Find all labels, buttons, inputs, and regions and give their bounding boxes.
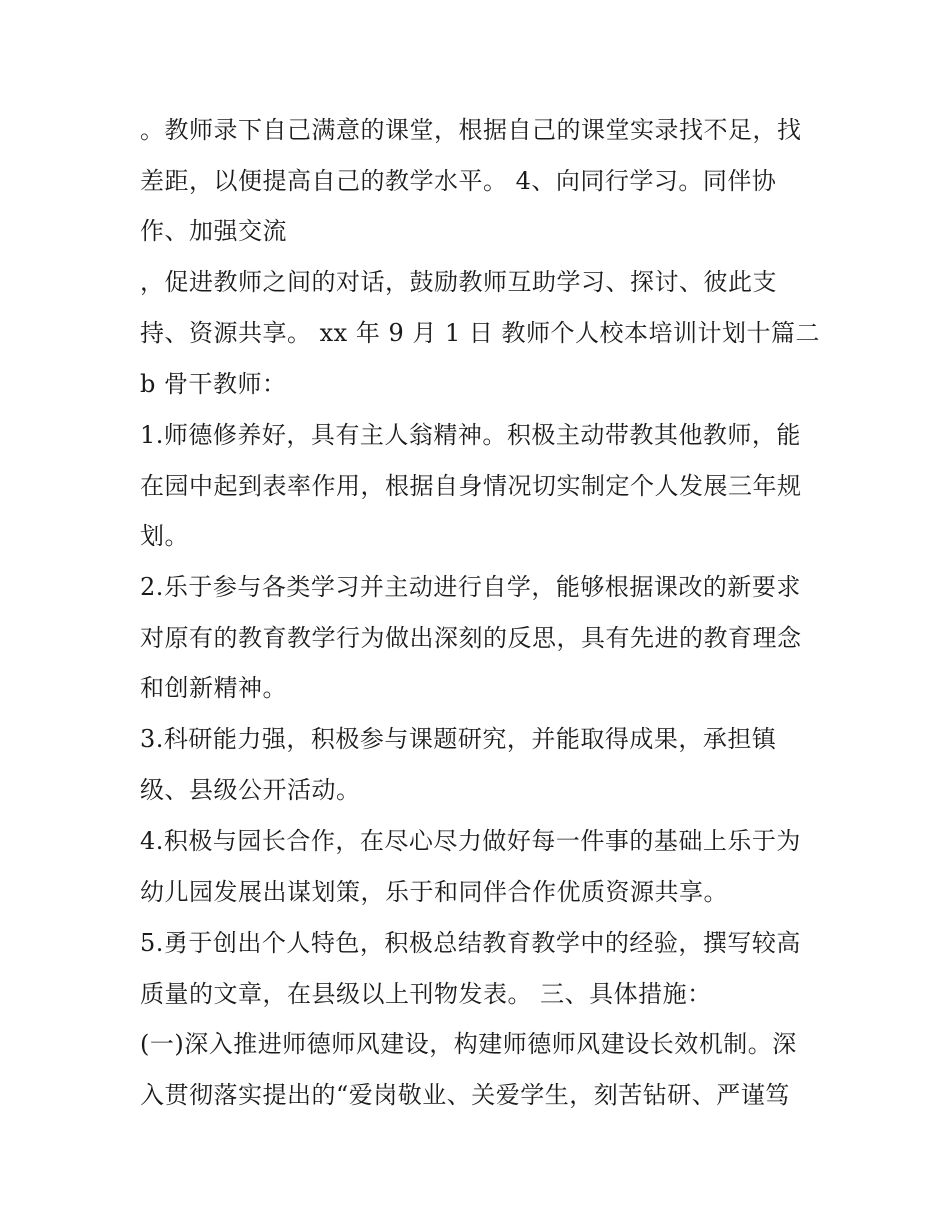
text-line: 入贯彻落实提出的“爱岗敬业、关爱学生，刻苦钻研、严谨笃 <box>140 1081 790 1109</box>
text-line: 划。 <box>140 522 189 550</box>
text-line: 作、加强交流 <box>140 217 287 245</box>
text-line: b 骨干教师： <box>140 370 287 398</box>
text-line: 幼儿园发展出谋划策，乐于和同伴合作优质资源共享。 <box>140 878 728 906</box>
text-line: (一)深入推进师德师风建设，构建师德师风建设长效机制。深 <box>140 1030 797 1058</box>
text-line: 级、县级公开活动。 <box>140 776 361 804</box>
text-line: 持、资源共享。 xx 年 9 月 1 日 教师个人校本培训计划十篇二 <box>140 319 821 347</box>
text-line: 2.乐于参与各类学习并主动进行自学，能够根据课改的新要求 <box>140 573 801 601</box>
text-line: 和创新精神。 <box>140 674 287 702</box>
text-line: 3.科研能力强，积极参与课题研究，并能取得成果，承担镇 <box>140 725 777 753</box>
text-line: 4.积极与园长合作，在尽心尽力做好每一件事的基础上乐于为 <box>140 827 801 855</box>
text-line: 。教师录下自己满意的课堂，根据自己的课堂实录找不足，找 <box>140 116 802 144</box>
text-line: 差距，以便提高自己的教学水平。 4、向同行学习。同伴协 <box>140 167 777 195</box>
text-line: ，促进教师之间的对话，鼓励教师互助学习、探讨、彼此支 <box>140 268 777 296</box>
text-line: 在园中起到表率作用，根据自身情况切实制定个人发展三年规 <box>140 472 802 500</box>
text-line: 质量的文章，在县级以上刊物发表。 三、具体措施： <box>140 980 712 1008</box>
text-line: 1.师德修养好，具有主人翁精神。积极主动带教其他教师，能 <box>140 421 801 449</box>
text-line: 5.勇于创出个人特色，积极总结教育教学中的经验，撰写较高 <box>140 929 801 957</box>
text-line: 对原有的教育教学行为做出深刻的反思，具有先进的教育理念 <box>140 624 802 652</box>
